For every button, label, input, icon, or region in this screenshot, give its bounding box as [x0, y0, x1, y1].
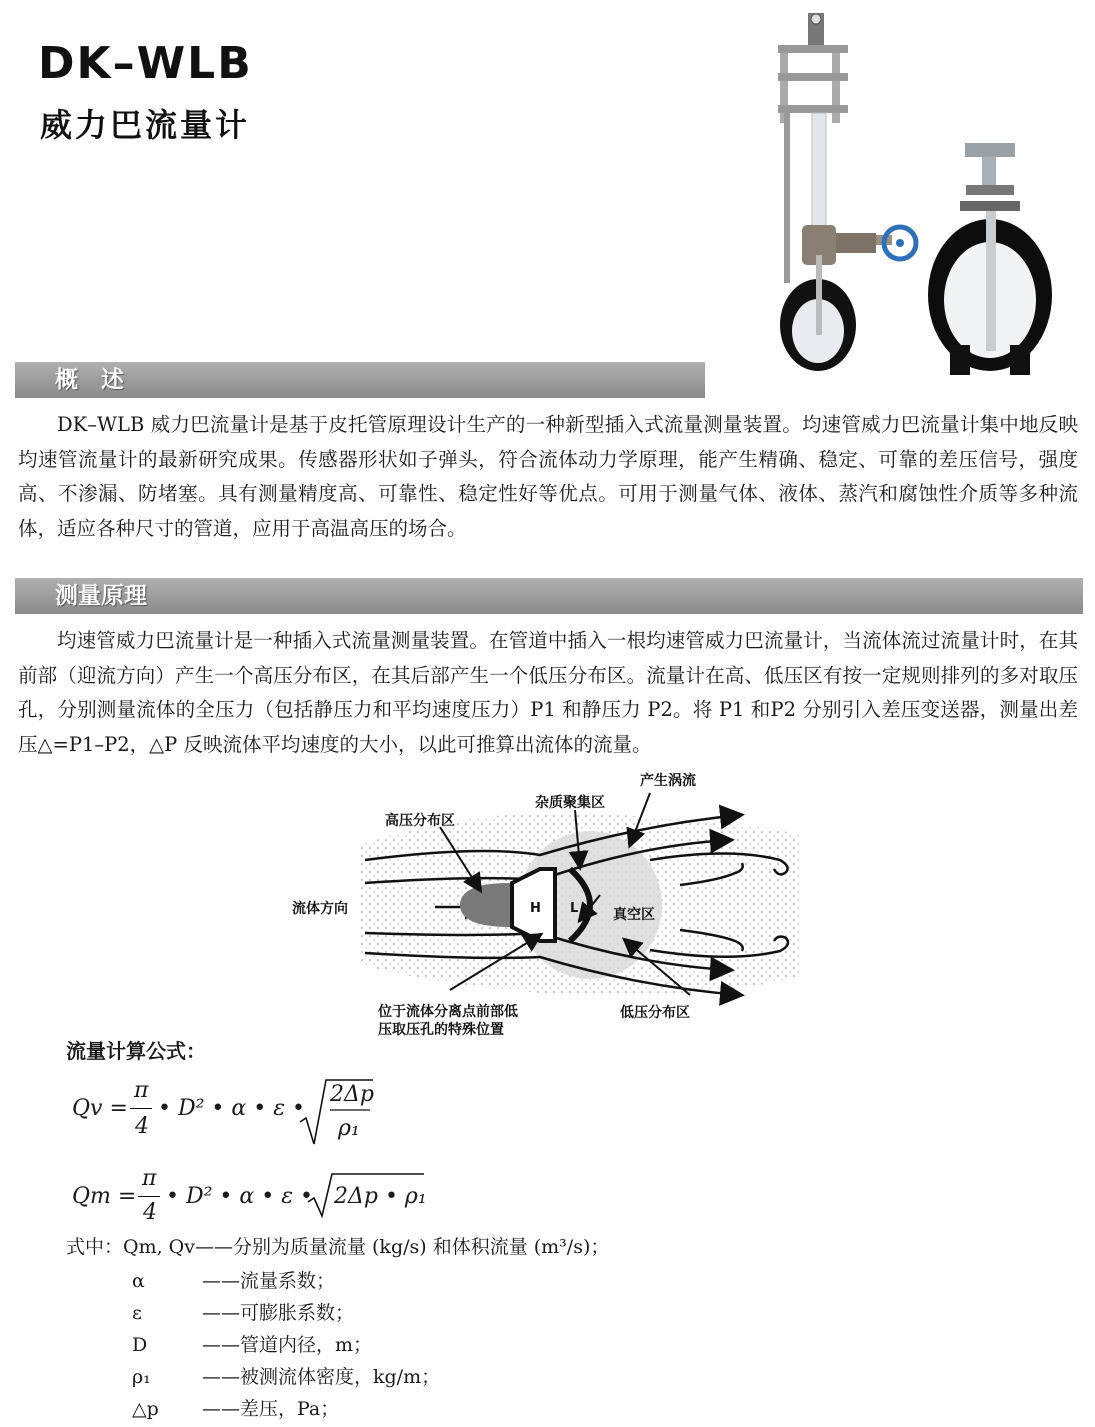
label-vacuum: 真空区 [613, 907, 655, 923]
legend-row-delta-p [132, 1394, 339, 1421]
principle-paragraph [18, 624, 1078, 762]
qv-pi: π [134, 1078, 149, 1103]
qm-fraction-bar [138, 1196, 160, 1197]
qv-lhs: Qv = [72, 1096, 128, 1121]
legend-row-epsilon [132, 1298, 354, 1325]
legend-desc: ——管道内径，m； [202, 1334, 373, 1356]
legend-row-alpha [132, 1266, 335, 1293]
legend-symbol: α [132, 1270, 145, 1292]
principle-text: 均速管威力巴流量计是一种插入式流量测量装置。在管道中插入一根均速管威力巴流量计，当流体流过流量计时，在其前部（迎流方向）产生一个高压分布区，在其后部产生一个低压分布区。流量计在高、低压区有按一定规则排列的多对取压孔，分别测量流体的全压力（包括静压力和平均速度压力）P1 和静压力 P2。将 P1 和P2 分别引入差压变送器，测量出差压△=P1–P2，△P 反映流体平均速度的大小，以此可推算出流体的流量。 [18, 629, 1078, 756]
overview-text: DK–WLB 威力巴流量计是基于皮托管原理设计生产的一种新型插入式流量测量装置。均速管威力巴流量计集中地反映均速管流量计的最新研究成果。传感器形状如子弹头，符合流体动力学原理，能产生精确、稳定、可靠的差压信号，强度高、不渗漏、防堵塞。具有测量精度高、可靠性、稳定性好等优点。可用于测量气体、液体、蒸汽和腐蚀性介质等多种流体，适应各种尺寸的管道，应用于高温高压的场合。 [18, 413, 1078, 540]
flowmeter-saddle-unit-image [928, 143, 1052, 375]
label-special-position-line1: 位于流体分离点前部低 [378, 1004, 518, 1020]
label-flow-direction: 流体方向 [292, 901, 348, 917]
label-special-position-line2: 压取压孔的特殊位置 [378, 1022, 504, 1038]
formula-title: 流量计算公式： [66, 1039, 206, 1063]
product-code: DK–WLB [38, 38, 253, 89]
product-name: 威力巴流量计 [40, 106, 251, 144]
label-high-pressure: 高压分布区 [385, 813, 455, 829]
label-low-pressure: 低压分布区 [620, 1005, 690, 1021]
label-vortex: 产生涡流 [640, 773, 696, 789]
label-l: L [570, 901, 579, 916]
legend-symbol: D [132, 1334, 148, 1356]
legend-desc: ——差压，Pa； [202, 1398, 340, 1420]
qm-radicand: 2Δp • ρ₁ [334, 1184, 427, 1209]
qv-four: 4 [135, 1114, 149, 1139]
formula-qv [72, 1078, 402, 1148]
legend-intro: 式中：Qm, Qv——分别为质量流量 (kg/s) 和体积流量 (m³/s)； [66, 1236, 610, 1258]
legend-desc: ——流量系数； [202, 1270, 336, 1292]
section-header-overview: 概 述 [15, 362, 705, 398]
qm-mid: • D² • α • ε • [166, 1184, 313, 1209]
legend-symbol: ε [132, 1302, 142, 1324]
qv-mid: • D² • α • ε • [158, 1096, 305, 1121]
overview-paragraph [18, 408, 1078, 546]
section-header-principle: 测量原理 [15, 578, 1083, 614]
qv-fraction-bar [130, 1108, 152, 1109]
qm-lhs: Qm = [72, 1184, 137, 1209]
qv-denominator: ρ₁ [338, 1116, 360, 1141]
qm-four: 4 [143, 1200, 157, 1225]
label-h: H [530, 901, 541, 916]
legend-desc: ——可膨胀系数； [202, 1302, 355, 1324]
product-photo [770, 5, 1090, 385]
legend-symbol: ρ₁ [132, 1366, 151, 1388]
flowmeter-valve-unit-image [778, 13, 916, 371]
formula-qm [72, 1166, 452, 1230]
qm-pi: π [142, 1166, 157, 1191]
legend-row-d [132, 1330, 372, 1357]
qv-numerator: 2Δp [330, 1082, 374, 1107]
label-impurity: 杂质聚集区 [535, 795, 605, 811]
legend-symbol: △p [132, 1398, 159, 1420]
legend-desc: ——被测流体密度，kg/m； [202, 1366, 441, 1388]
flow-principle-diagram [280, 765, 840, 1045]
legend-row-rho [132, 1362, 440, 1389]
